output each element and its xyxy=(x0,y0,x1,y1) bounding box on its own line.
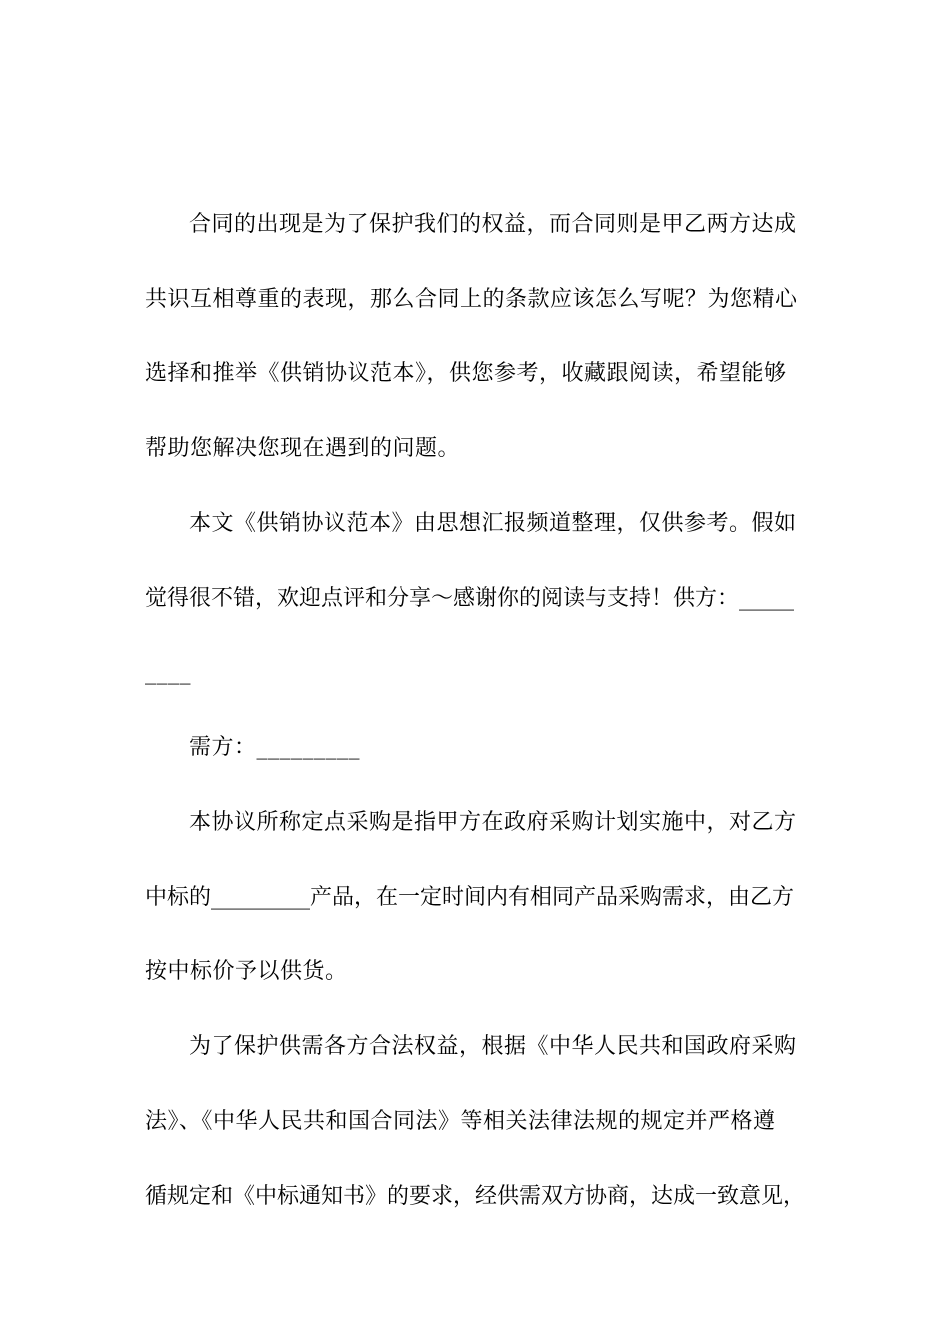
paragraph-3-line-3: 按中标价予以供货。 xyxy=(145,959,348,984)
paragraph-3-line-2: 中标的_________产品，在一定时间内有相同产品采购需求，由乙方 xyxy=(145,885,795,910)
buyer-line: 需方：_________ xyxy=(189,735,361,760)
paragraph-2-line-2: 觉得很不错，欢迎点评和分享～感谢你的阅读与支持！供方：_____ xyxy=(145,586,795,611)
paragraph-1-line-2: 共识互相尊重的表现，那么合同上的条款应该怎么写呢？为您精心 xyxy=(145,287,798,312)
paragraph-4-line-3: 循规定和《中标通知书》的要求，经供需双方协商，达成一致意见， xyxy=(145,1184,806,1209)
paragraph-3-line-1: 本协议所称定点采购是指甲方在政府采购计划实施中，对乙方 xyxy=(189,810,797,835)
paragraph-4-line-2: 法》、《中华人民共和国合同法》等相关法律法规的规定并严格遵 xyxy=(145,1109,776,1134)
paragraph-2-line-1: 本文《供销协议范本》由思想汇报频道整理，仅供参考。假如 xyxy=(189,511,797,536)
paragraph-1-line-3: 选择和推举《供销协议范本》，供您参考，收藏跟阅读，希望能够 xyxy=(145,361,787,386)
paragraph-4-line-1: 为了保护供需各方合法权益，根据《中华人民共和国政府采购 xyxy=(189,1034,797,1059)
paragraph-1-line-4: 帮助您解决您现在遇到的问题。 xyxy=(145,436,461,461)
paragraph-1-line-1: 合同的出现是为了保护我们的权益，而合同则是甲乙两方达成 xyxy=(189,212,797,237)
paragraph-2-line-3: ____ xyxy=(145,660,191,685)
